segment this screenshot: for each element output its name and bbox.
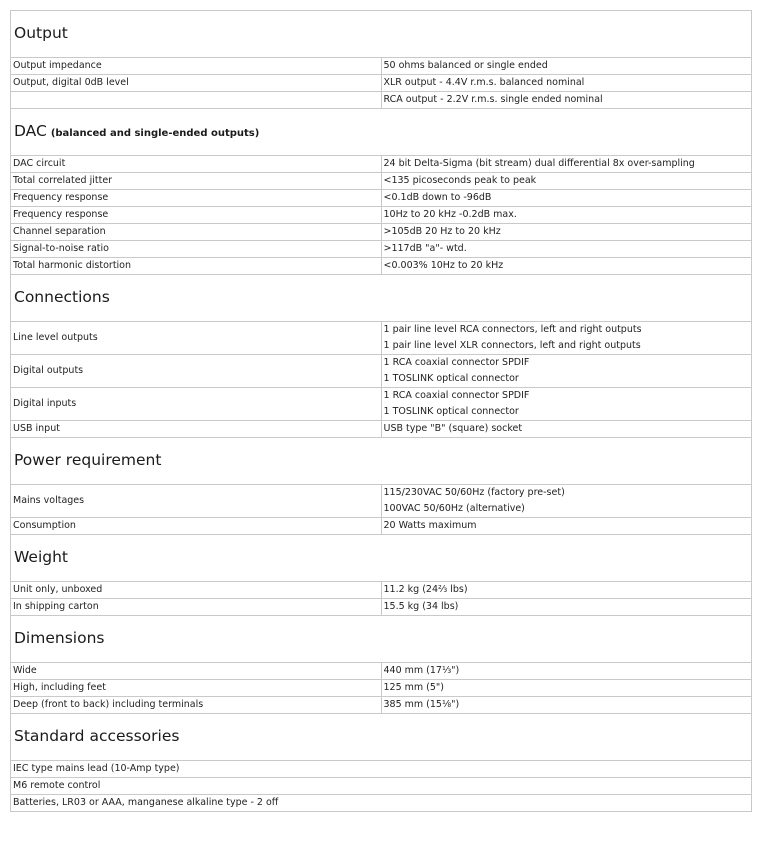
spec-row bbox=[11, 58, 752, 75]
section-header-row bbox=[11, 714, 752, 761]
spec-row bbox=[11, 388, 752, 421]
spec-value bbox=[381, 485, 752, 518]
spec-row bbox=[11, 582, 752, 599]
section-header bbox=[11, 714, 752, 761]
section-title: Dimensions bbox=[14, 628, 105, 647]
spec-label: Deep (front to back) including terminals bbox=[11, 697, 382, 714]
spec-value-line: <0.1dB down to -96dB bbox=[383, 192, 492, 203]
spec-label: Frequency response bbox=[11, 207, 382, 224]
spec-value-line: 1 TOSLINK optical connector bbox=[383, 373, 519, 384]
spec-row bbox=[11, 697, 752, 714]
section-header-row bbox=[11, 109, 752, 156]
section-header-row bbox=[11, 11, 752, 58]
spec-row bbox=[11, 421, 752, 438]
section-header-row bbox=[11, 535, 752, 582]
spec-row bbox=[11, 680, 752, 697]
spec-row bbox=[11, 75, 752, 92]
spec-row bbox=[11, 355, 752, 388]
spec-value bbox=[381, 224, 752, 241]
section-title: Connections bbox=[14, 287, 110, 306]
spec-value bbox=[381, 207, 752, 224]
spec-row bbox=[11, 173, 752, 190]
spec-value bbox=[381, 599, 752, 616]
spec-label: Signal-to-noise ratio bbox=[11, 241, 382, 258]
spec-value-line: 125 mm (5") bbox=[383, 682, 445, 693]
spec-row bbox=[11, 778, 752, 795]
spec-row bbox=[11, 761, 752, 778]
spec-row bbox=[11, 663, 752, 680]
spec-label: Total correlated jitter bbox=[11, 173, 382, 190]
spec-value bbox=[381, 421, 752, 438]
spec-label: Channel separation bbox=[11, 224, 382, 241]
spec-value-line: 440 mm (17⅓") bbox=[383, 665, 460, 676]
spec-value-line: 20 Watts maximum bbox=[383, 520, 477, 531]
spec-value-line: 50 ohms balanced or single ended bbox=[383, 60, 548, 71]
specifications-body bbox=[11, 11, 752, 812]
spec-value bbox=[381, 258, 752, 275]
spec-value-line: RCA output - 2.2V r.m.s. single ended nominal bbox=[383, 94, 603, 105]
spec-value-line: >105dB 20 Hz to 20 kHz bbox=[383, 226, 501, 237]
spec-row bbox=[11, 599, 752, 616]
spec-value-line: 1 RCA coaxial connector SPDIF bbox=[383, 357, 530, 368]
spec-label: Batteries, LR03 or AAA, manganese alkaline type - 2 off bbox=[11, 795, 752, 812]
specifications-table bbox=[10, 10, 752, 812]
spec-value-line: <0.003% 10Hz to 20 kHz bbox=[383, 260, 504, 271]
spec-value bbox=[381, 322, 752, 355]
spec-value bbox=[381, 241, 752, 258]
spec-value bbox=[381, 518, 752, 535]
spec-value-line: 1 TOSLINK optical connector bbox=[383, 406, 519, 417]
spec-value bbox=[381, 355, 752, 388]
spec-value-line: 11.2 kg (24⅔ lbs) bbox=[383, 584, 468, 595]
spec-label: M6 remote control bbox=[11, 778, 752, 795]
spec-row bbox=[11, 156, 752, 173]
spec-label: In shipping carton bbox=[11, 599, 382, 616]
spec-value bbox=[381, 663, 752, 680]
section-header bbox=[11, 109, 752, 156]
spec-value-line: <135 picoseconds peak to peak bbox=[383, 175, 537, 186]
spec-value-line: XLR output - 4.4V r.m.s. balanced nominal bbox=[383, 77, 585, 88]
spec-row bbox=[11, 322, 752, 355]
spec-value-line: 1 pair line level XLR connectors, left and right outputs bbox=[383, 340, 641, 351]
spec-label: Mains voltages bbox=[11, 485, 382, 518]
spec-label: High, including feet bbox=[11, 680, 382, 697]
section-header bbox=[11, 535, 752, 582]
spec-value-line: 1 RCA coaxial connector SPDIF bbox=[383, 390, 530, 401]
spec-row bbox=[11, 224, 752, 241]
section-title: Power requirement bbox=[14, 450, 162, 469]
spec-value bbox=[381, 697, 752, 714]
section-header bbox=[11, 438, 752, 485]
spec-label bbox=[11, 92, 382, 109]
spec-label: Line level outputs bbox=[11, 322, 382, 355]
spec-value bbox=[381, 156, 752, 173]
spec-label: Output impedance bbox=[11, 58, 382, 75]
spec-row bbox=[11, 258, 752, 275]
section-subtitle: (balanced and single-ended outputs) bbox=[50, 127, 260, 139]
section-header-row bbox=[11, 616, 752, 663]
section-title: Standard accessories bbox=[14, 726, 180, 745]
spec-value-line: 10Hz to 20 kHz -0.2dB max. bbox=[383, 209, 517, 220]
spec-value-line: 15.5 kg (34 lbs) bbox=[383, 601, 459, 612]
spec-value-line: 100VAC 50/60Hz (alternative) bbox=[383, 503, 525, 514]
spec-value bbox=[381, 190, 752, 207]
spec-value-line: >117dB "a"- wtd. bbox=[383, 243, 467, 254]
spec-value-line: 1 pair line level RCA connectors, left and right outputs bbox=[383, 324, 642, 335]
spec-value bbox=[381, 680, 752, 697]
spec-label: USB input bbox=[11, 421, 382, 438]
spec-label: Frequency response bbox=[11, 190, 382, 207]
spec-label: Total harmonic distortion bbox=[11, 258, 382, 275]
spec-value bbox=[381, 92, 752, 109]
section-title: Weight bbox=[14, 547, 69, 566]
spec-row bbox=[11, 485, 752, 518]
section-header-row bbox=[11, 275, 752, 322]
spec-row bbox=[11, 795, 752, 812]
spec-label: Digital outputs bbox=[11, 355, 382, 388]
spec-value-line: USB type "B" (square) socket bbox=[383, 423, 523, 434]
spec-value bbox=[381, 58, 752, 75]
spec-value-line: 24 bit Delta-Sigma (bit stream) dual differential 8x over-sampling bbox=[383, 158, 695, 169]
spec-value-line: 115/230VAC 50/60Hz (factory pre-set) bbox=[383, 487, 565, 498]
spec-label: DAC circuit bbox=[11, 156, 382, 173]
spec-label: Digital inputs bbox=[11, 388, 382, 421]
section-header-row bbox=[11, 438, 752, 485]
section-header bbox=[11, 11, 752, 58]
spec-value bbox=[381, 75, 752, 92]
spec-value-line: 385 mm (15⅛") bbox=[383, 699, 460, 710]
spec-value bbox=[381, 388, 752, 421]
spec-value bbox=[381, 173, 752, 190]
spec-value bbox=[381, 582, 752, 599]
spec-label: Consumption bbox=[11, 518, 382, 535]
spec-label: Wide bbox=[11, 663, 382, 680]
section-title: DAC bbox=[14, 121, 47, 140]
section-header bbox=[11, 275, 752, 322]
spec-label: Unit only, unboxed bbox=[11, 582, 382, 599]
spec-label: Output, digital 0dB level bbox=[11, 75, 382, 92]
spec-row bbox=[11, 207, 752, 224]
section-title: Output bbox=[14, 23, 68, 42]
spec-row bbox=[11, 241, 752, 258]
spec-row bbox=[11, 92, 752, 109]
section-header bbox=[11, 616, 752, 663]
spec-row bbox=[11, 518, 752, 535]
spec-label: IEC type mains lead (10-Amp type) bbox=[11, 761, 752, 778]
spec-row bbox=[11, 190, 752, 207]
